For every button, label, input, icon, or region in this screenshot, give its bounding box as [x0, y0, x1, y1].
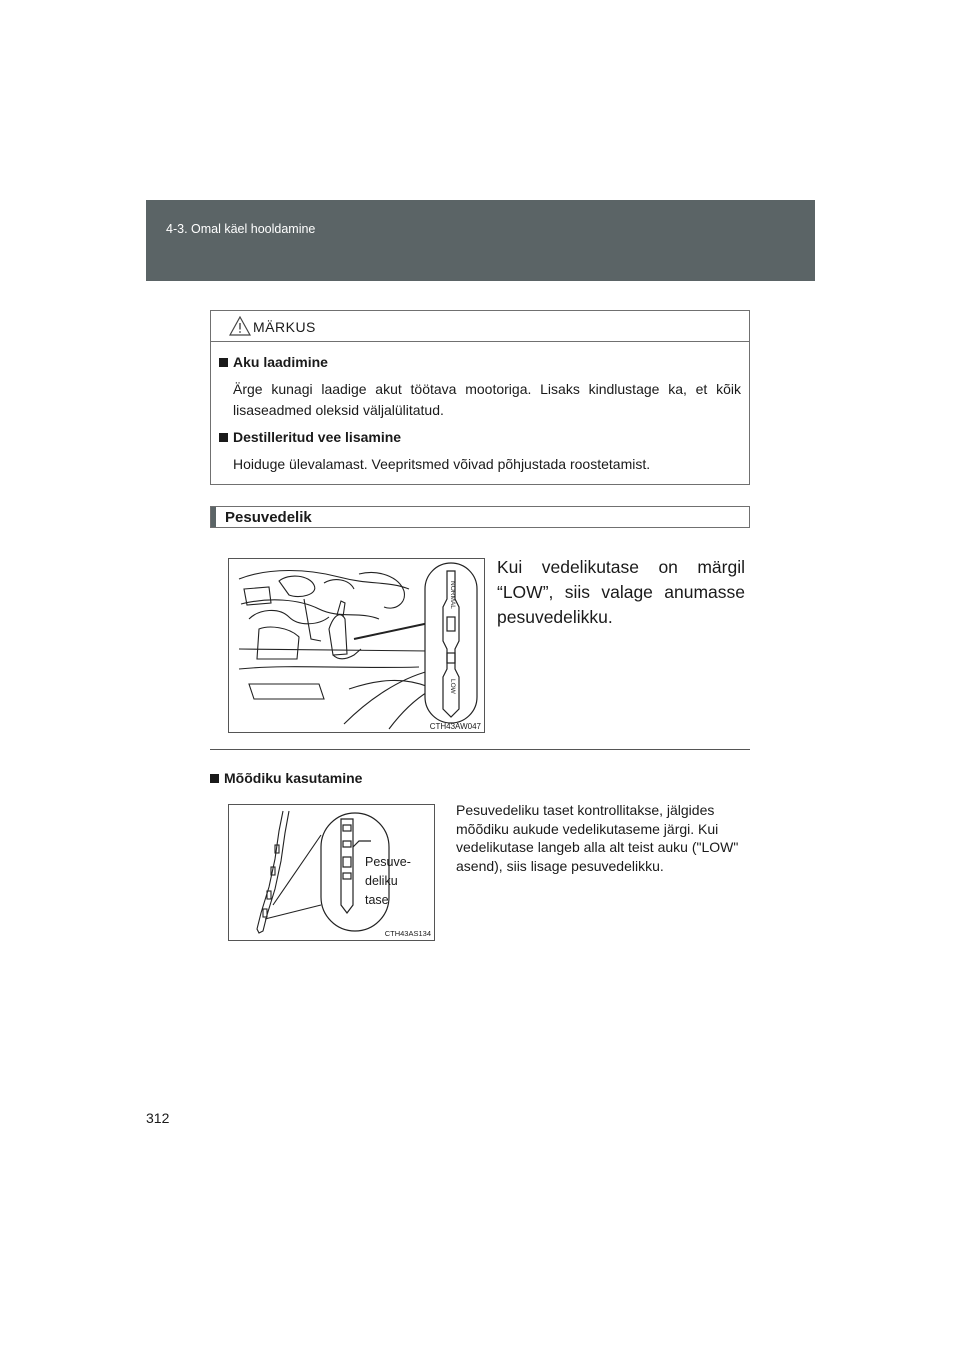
- callout-line-3: tase: [365, 893, 389, 907]
- page-number: 312: [146, 1110, 170, 1126]
- notice-item-heading: [219, 352, 741, 373]
- dipstick-figure: [228, 804, 435, 941]
- dipstick-upper-label: NORMAL: [449, 581, 456, 609]
- section-header: 4-3. Omal käel hooldamine: [166, 222, 316, 236]
- figure1-code: CTH43AW047: [429, 722, 481, 731]
- notice-text-1: Ärge kunagi laadige akut töötava mootoriga. Lisaks kindlustage ka, et kõik lisaseadmed oleksid väljalülitatud.: [233, 381, 741, 418]
- notice-title: MÄRKUS: [253, 319, 316, 335]
- notice-heading-1: Aku laadimine: [233, 354, 328, 370]
- intro-text: Kui vedelikutase on märgil “LOW”, siis valage anumasse pesuvedelikku.: [497, 557, 745, 627]
- subsection-title: Mõõdiku kasutamine: [224, 770, 363, 786]
- subsection-heading: [210, 770, 362, 786]
- square-bullet-icon: [219, 358, 228, 367]
- square-bullet-icon: [210, 774, 219, 783]
- figure2-code: CTH43AS134: [384, 929, 431, 938]
- square-bullet-icon: [219, 433, 228, 442]
- dipstick-lower-label: LOW: [449, 679, 456, 694]
- engine-bay-illustration: [229, 559, 484, 732]
- notice-text-2: Hoiduge ülevalamast. Veepritsmed võivad põhjustada roostetamist.: [233, 456, 651, 472]
- callout-line-1: Pesuve-: [365, 855, 411, 869]
- callout-line-2: deliku: [365, 874, 398, 888]
- warning-icon: [229, 316, 251, 336]
- notice-box: [210, 310, 750, 485]
- notice-header: [211, 311, 749, 342]
- engine-bay-figure: [228, 558, 485, 733]
- notice-item-heading: [219, 427, 741, 448]
- notice-heading-2: Destilleritud vee lisamine: [233, 429, 402, 445]
- dipstick-description: Pesuvedeliku taset kontrollitakse, jälgides mõõdiku aukude vedelikutaseme järgi. Kui vedelikutase langeb alla alt teist auku ("LOW" asend), siis lisage pesuvedelikku.: [456, 802, 739, 874]
- section-title: Pesuvedelik: [225, 509, 312, 526]
- divider-line: [210, 749, 750, 750]
- section-title-bar: [210, 506, 750, 528]
- header-band: [146, 200, 815, 281]
- notice-body: [211, 342, 749, 475]
- fluid-level-callout: [365, 853, 411, 910]
